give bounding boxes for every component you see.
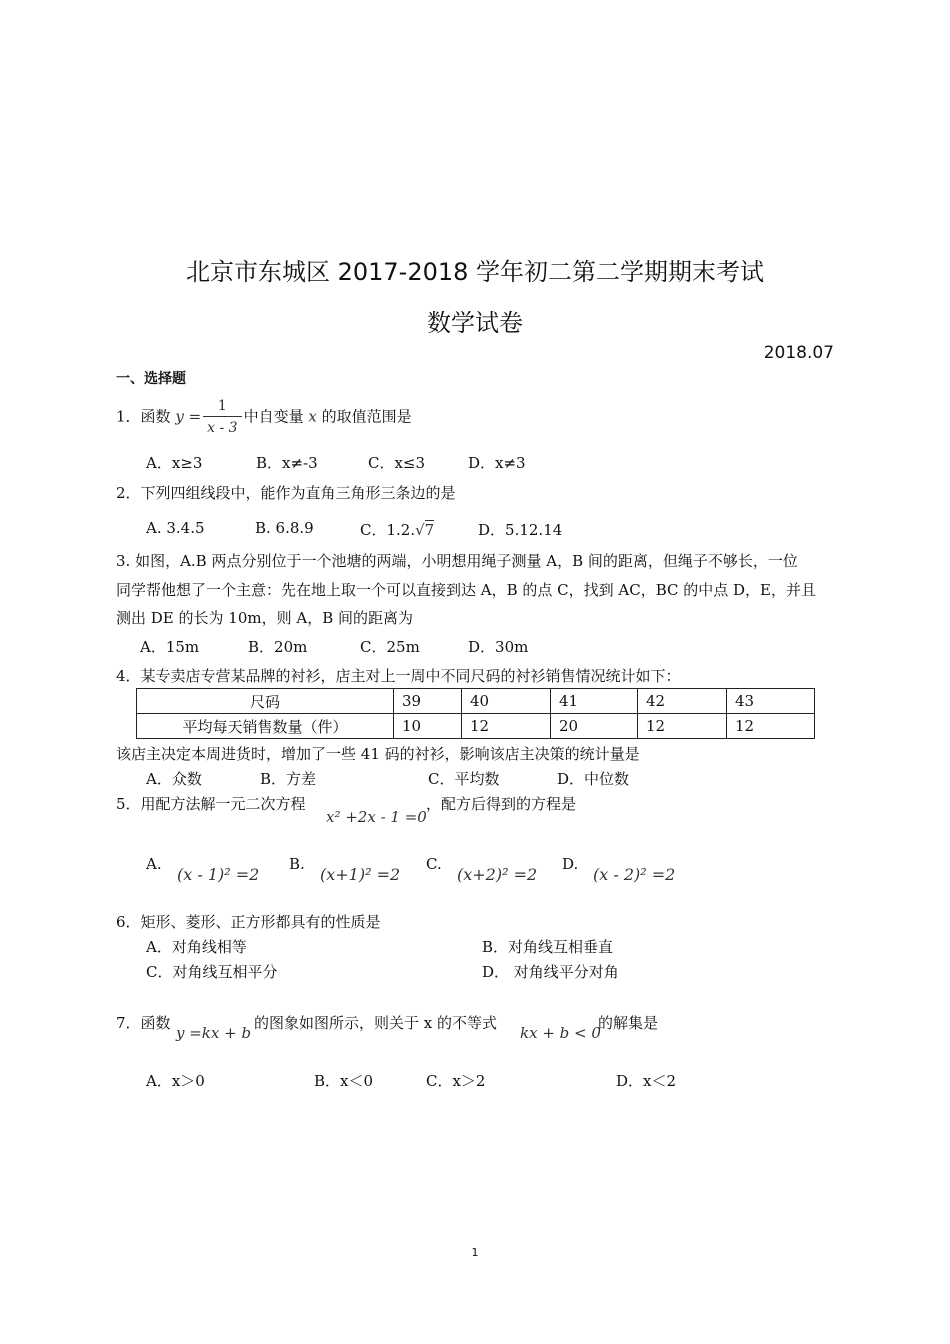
q5-eq-b: (x+1)² =2 bbox=[320, 865, 401, 884]
q1-option-a: A．x≥3 bbox=[146, 454, 203, 472]
q2-option-a: A. 3.4.5 bbox=[146, 519, 205, 537]
q7-inequality: kx + b < 0 bbox=[520, 1024, 601, 1042]
q7-option-b: B．x＜0 bbox=[314, 1072, 374, 1090]
table-cell: 12 bbox=[727, 714, 815, 739]
table-cell: 39 bbox=[394, 689, 462, 714]
q1-text-before: 函数 bbox=[140, 407, 171, 426]
q2-radicand: 7 bbox=[424, 521, 435, 539]
q7-text-after: 的解集是 bbox=[598, 1014, 659, 1032]
section-heading: 一、选择题 bbox=[116, 371, 186, 387]
q5-label-b: B. bbox=[289, 855, 305, 873]
table-cell: 12 bbox=[462, 714, 551, 739]
q2-option-c bbox=[360, 519, 434, 540]
q6-option-c: C．对角线互相平分 bbox=[146, 963, 278, 981]
q1-number: 1． bbox=[116, 407, 141, 426]
q1-option-b: B．x≠-3 bbox=[256, 454, 318, 472]
table-cell: 12 bbox=[638, 714, 727, 739]
q4-option-a: A．众数 bbox=[146, 770, 202, 788]
q7-text-mid: 的图象如图所示，则关于 x 的不等式 bbox=[254, 1014, 497, 1032]
table-cell: 10 bbox=[394, 714, 462, 739]
q3-option-b: B．20m bbox=[248, 638, 308, 656]
q5-label-a: A. bbox=[146, 855, 162, 873]
table-cell: 41 bbox=[551, 689, 638, 714]
q3-line-3: 测出 DE 的长为 10m，则 A，B 间的距离为 bbox=[116, 609, 413, 627]
table-cell: 40 bbox=[462, 689, 551, 714]
page-number: 1 bbox=[471, 1246, 479, 1259]
q7-function: y =kx + b bbox=[176, 1024, 252, 1042]
q5-label-c: C. bbox=[426, 855, 442, 873]
question-4: 4．某专卖店专营某品牌的衬衫，店主对上一周中不同尺码的衬衫销售情况统计如下： bbox=[116, 667, 681, 685]
q1-text-after: 的取值范围是 bbox=[321, 407, 412, 426]
q5-text-after: ，配方后得到的方程是 bbox=[426, 795, 577, 813]
table-row bbox=[137, 714, 815, 739]
q1-option-d: D．x≠3 bbox=[468, 454, 526, 472]
q3-option-c: C．25m bbox=[360, 638, 420, 656]
table-row bbox=[137, 689, 815, 714]
q5-label-d: D. bbox=[562, 855, 579, 873]
q1-var: x bbox=[308, 407, 317, 426]
q6-option-b: B．对角线互相垂直 bbox=[482, 938, 614, 956]
table-cell: 尺码 bbox=[137, 689, 394, 714]
q6-option-a: A．对角线相等 bbox=[146, 938, 247, 956]
q3-option-d: D．30m bbox=[468, 638, 529, 656]
table-cell: 平均每天销售数量（件） bbox=[137, 714, 394, 739]
q3-option-a: A．15m bbox=[140, 638, 200, 656]
q4-option-c: C．平均数 bbox=[428, 770, 500, 788]
table-cell: 20 bbox=[551, 714, 638, 739]
q4-option-d: D．中位数 bbox=[557, 770, 630, 788]
q1-frac-numerator: 1 bbox=[203, 396, 241, 417]
q7-text-before: 7．函数 bbox=[116, 1014, 171, 1032]
q3-line-1: 3. 如图，A.B 两点分别位于一个池塘的两端，小明想用绳子测量 A，B 间的距离，但绳子不够长，一位 bbox=[116, 552, 798, 570]
q5-eq-c: (x+2)² =2 bbox=[457, 865, 538, 884]
table-cell: 43 bbox=[727, 689, 815, 714]
q5-text: 5．用配方法解一元二次方程 bbox=[116, 795, 306, 813]
q1-frac-denominator: x - 3 bbox=[207, 420, 238, 436]
question-1 bbox=[116, 396, 412, 439]
q1-option-c: C．x≤3 bbox=[368, 454, 426, 472]
q5-eq-a: (x - 1)² =2 bbox=[177, 865, 260, 884]
q2-option-c-prefix: C．1.2. bbox=[360, 521, 416, 539]
q2-option-d: D．5.12.14 bbox=[478, 521, 563, 539]
sqrt-icon: √ bbox=[415, 521, 425, 539]
q5-equation: x² +2x - 1 =0 bbox=[326, 808, 427, 826]
q1-fraction bbox=[203, 396, 241, 439]
q4-followup: 该店主决定本周进货时，增加了一些 41 码的衬衫，影响该店主决策的统计量是 bbox=[116, 745, 640, 763]
exam-subtitle: 数学试卷 bbox=[427, 309, 523, 337]
q1-text-mid: 中自变量 bbox=[243, 407, 304, 426]
exam-date: 2018.07 bbox=[763, 343, 834, 363]
q7-option-a: A．x＞0 bbox=[146, 1072, 205, 1090]
exam-title: 北京市东城区 2017-2018 学年初二第二学期期末考试 bbox=[185, 258, 765, 286]
q7-option-d: D．x＜2 bbox=[616, 1072, 677, 1090]
q3-line-2: 同学帮他想了一个主意：先在地上取一个可以直接到达 A，B 的点 C，找到 AC，BC 的中点 D，E，并且 bbox=[116, 581, 817, 599]
q2-option-b: B. 6.8.9 bbox=[255, 519, 314, 537]
q6-option-d: D． 对角线平分对角 bbox=[482, 963, 619, 981]
table-cell: 42 bbox=[638, 689, 727, 714]
q4-option-b: B．方差 bbox=[260, 770, 317, 788]
question-6: 6．矩形、菱形、正方形都具有的性质是 bbox=[116, 913, 381, 931]
q5-eq-d: (x - 2)² =2 bbox=[593, 865, 676, 884]
sales-table bbox=[136, 688, 815, 739]
q7-option-c: C．x＞2 bbox=[426, 1072, 486, 1090]
q1-lhs: y = bbox=[175, 407, 202, 426]
question-2: 2．下列四组线段中，能作为直角三角形三条边的是 bbox=[116, 484, 456, 502]
